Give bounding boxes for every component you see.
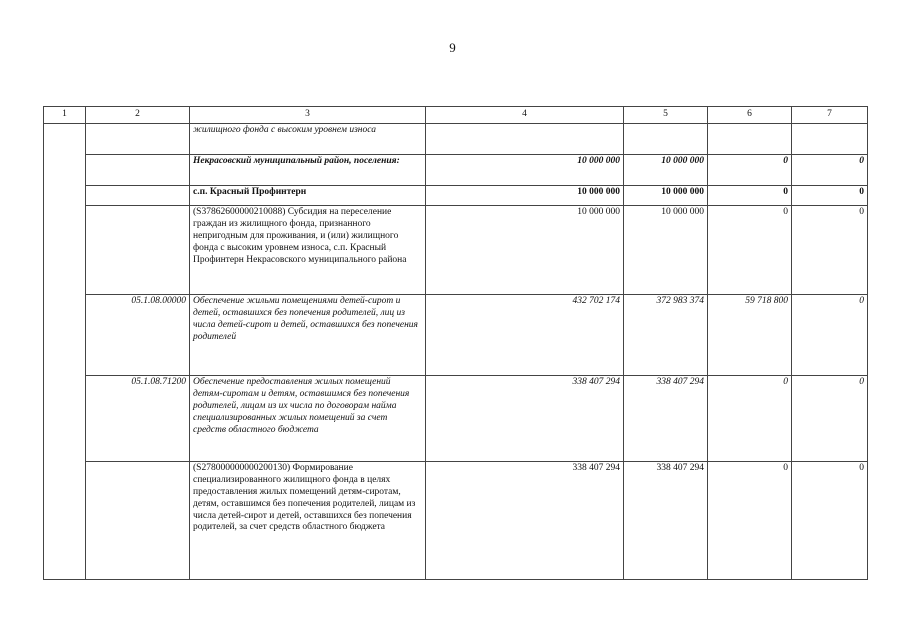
value-col6-cell: 0	[708, 186, 792, 206]
value-col7-cell: 0	[792, 186, 868, 206]
column-header-7: 7	[792, 107, 868, 124]
value-col6-cell: 0	[708, 206, 792, 295]
value-col7-cell: 0	[792, 206, 868, 295]
code-cell	[86, 462, 190, 580]
name-cell: Некрасовский муниципальный район, поселения:	[190, 155, 426, 186]
column-header-3: 3	[190, 107, 426, 124]
value-col6-cell: 0	[708, 376, 792, 462]
table-header-row	[44, 107, 868, 124]
name-cell: жилищного фонда с высоким уровнем износа	[190, 124, 426, 155]
name-cell: (S37862600000210088) Субсидия на переселение граждан из жилищного фонда, признанного непригодным для проживания, и (или) жилищного фонда с высоким уровнем износа, с.п. Красный Профинтерн Некрасовского муниципального района	[190, 206, 426, 295]
value-col4-cell: 432 702 174	[426, 295, 624, 376]
value-col5-cell: 10 000 000	[624, 186, 708, 206]
value-col5-cell	[624, 124, 708, 155]
code-cell	[86, 186, 190, 206]
value-col7-cell: 0	[792, 155, 868, 186]
value-col7-cell	[792, 124, 868, 155]
table-row	[44, 376, 868, 462]
value-col5-cell: 10 000 000	[624, 155, 708, 186]
value-col7-cell: 0	[792, 295, 868, 376]
column-header-1: 1	[44, 107, 86, 124]
page-number: 9	[449, 40, 456, 55]
code-cell: 05.1.08.71200	[86, 376, 190, 462]
value-col6-cell: 0	[708, 155, 792, 186]
value-col4-cell	[426, 124, 624, 155]
name-cell: с.п. Красный Профинтерн	[190, 186, 426, 206]
table-row	[44, 295, 868, 376]
value-col6-cell	[708, 124, 792, 155]
budget-table	[43, 106, 868, 580]
value-col4-cell: 10 000 000	[426, 155, 624, 186]
value-col7-cell: 0	[792, 376, 868, 462]
value-col4-cell: 10 000 000	[426, 186, 624, 206]
value-col7-cell: 0	[792, 462, 868, 580]
value-col5-cell: 372 983 374	[624, 295, 708, 376]
value-col5-cell: 10 000 000	[624, 206, 708, 295]
value-col5-cell: 338 407 294	[624, 376, 708, 462]
value-col4-cell: 338 407 294	[426, 376, 624, 462]
value-col4-cell: 338 407 294	[426, 462, 624, 580]
name-cell: Обеспечение предоставления жилых помещений детям-сиротам и детям, оставшимся без попечения родителей, лицам из их числа по договорам найма специализированных жилых помещений за счет средств областного бюджета	[190, 376, 426, 462]
code-cell	[86, 124, 190, 155]
table-row	[44, 155, 868, 186]
table-row	[44, 124, 868, 155]
name-cell: Обеспечение жильми помещениями детей-сирот и детей, оставшихся без попечения родителей, лиц из числа детей-сирот и детей, оставшихся без попечения родителей	[190, 295, 426, 376]
value-col6-cell: 0	[708, 462, 792, 580]
table-row	[44, 462, 868, 580]
value-col5-cell: 338 407 294	[624, 462, 708, 580]
column-header-4: 4	[426, 107, 624, 124]
column-header-5: 5	[624, 107, 708, 124]
value-col6-cell: 59 718 800	[708, 295, 792, 376]
table-row	[44, 206, 868, 295]
code-cell	[86, 155, 190, 186]
column-header-2: 2	[86, 107, 190, 124]
column-header-6: 6	[708, 107, 792, 124]
value-col4-cell: 10 000 000	[426, 206, 624, 295]
column-1-cell	[44, 124, 86, 580]
code-cell	[86, 206, 190, 295]
name-cell: (S278000000000200130) Формирование специализированного жилищного фонда в целях предоставления жилых помещений детям-сиротам, детям, оставшимся без попечения родителей, лицам из числа детей-сирот и детей, оставшихся без попечения родителей, за счет средств областного бюджета	[190, 462, 426, 580]
code-cell: 05.1.08.00000	[86, 295, 190, 376]
table-row	[44, 186, 868, 206]
